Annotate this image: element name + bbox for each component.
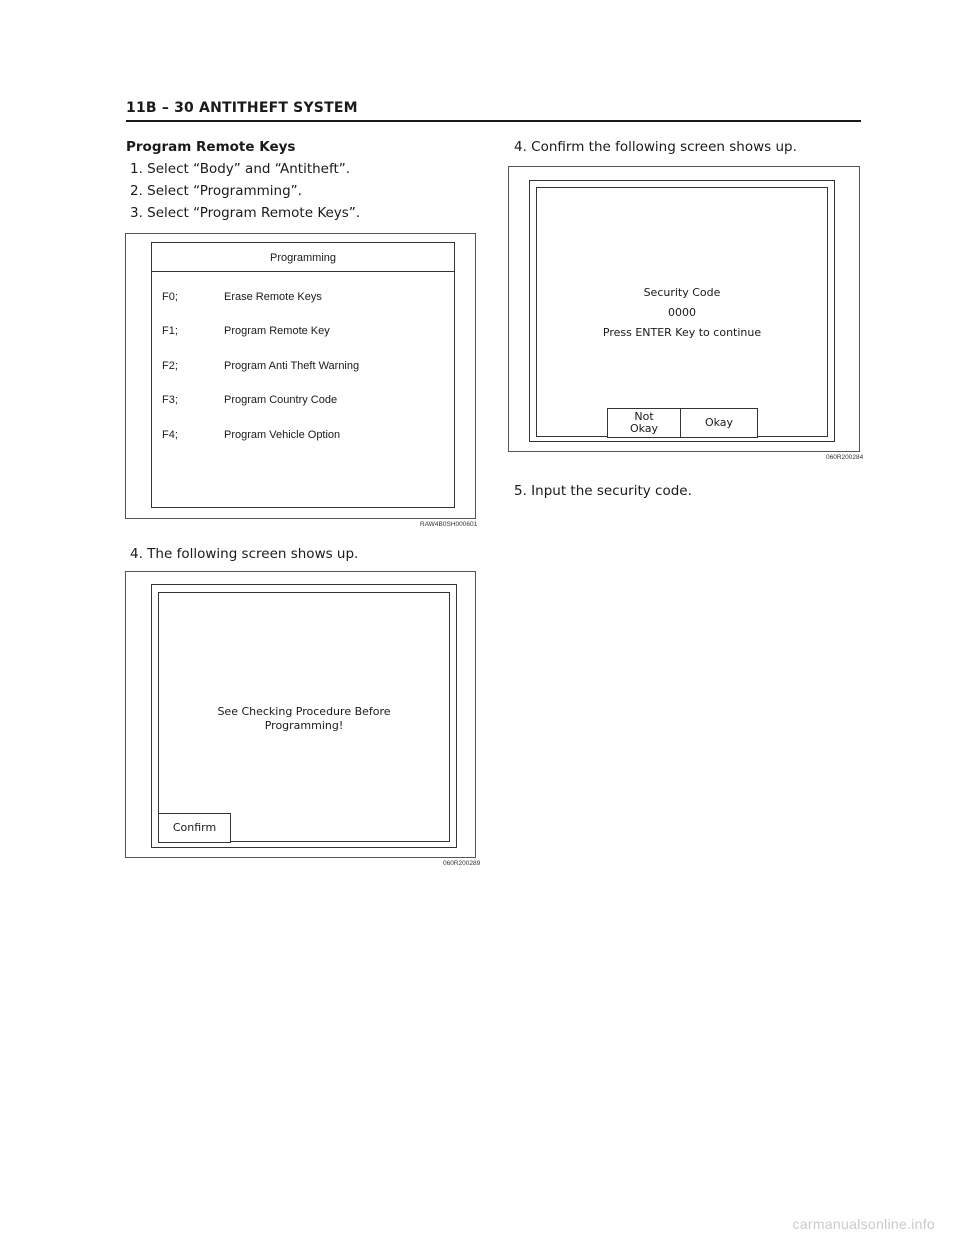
menu-key: F0; (162, 291, 178, 303)
continue-instruction: Press ENTER Key to continue (602, 326, 762, 339)
screen-outer-frame (529, 180, 835, 442)
menu-key: F2; (162, 360, 178, 372)
programming-screen (151, 242, 455, 508)
menu-item-f4[interactable] (152, 429, 454, 445)
page-header: 11B – 30 ANTITHEFT SYSTEM (126, 100, 358, 116)
menu-item-f2[interactable] (152, 360, 454, 376)
menu-key: F3; (162, 394, 178, 406)
not-okay-line-2: Okay (629, 422, 659, 435)
header-rule (126, 120, 861, 122)
security-code-value: 0000 (668, 306, 696, 319)
watermark: carmanualsonline.info (792, 1216, 935, 1232)
step-5-right: 5. Input the security code. (514, 483, 692, 499)
figure-id: 060R200289 (443, 860, 481, 867)
menu-key: F1; (162, 325, 178, 337)
menu-label: Program Remote Key (224, 325, 330, 337)
menu-label: Program Country Code (224, 394, 338, 406)
section-title: Program Remote Keys (126, 139, 296, 155)
figure-programming-menu (125, 233, 476, 519)
step-1: 1. Select “Body” and “Antitheft”. (130, 161, 351, 177)
security-code-label: Security Code (643, 286, 721, 299)
not-okay-button[interactable] (607, 408, 681, 438)
step-2: 2. Select “Programming”. (130, 183, 302, 199)
message-line-2: Programming! (264, 719, 344, 732)
figure-id: 060R200284 (826, 454, 864, 461)
confirm-button[interactable]: Confirm (158, 813, 231, 843)
screen-inner-frame (158, 592, 450, 842)
message-line-1: See Checking Procedure Before (217, 705, 391, 718)
menu-label: Program Vehicle Option (224, 429, 341, 441)
not-okay-line-1: Not (634, 410, 654, 423)
menu-label: Erase Remote Keys (224, 291, 322, 303)
step-3: 3. Select “Program Remote Keys”. (130, 205, 361, 221)
figure-checking-procedure (125, 571, 476, 858)
menu-item-f0[interactable] (152, 291, 454, 307)
screen-inner-frame (536, 187, 828, 437)
menu-title-divider (152, 271, 454, 272)
okay-button[interactable]: Okay (680, 408, 758, 438)
menu-item-f1[interactable] (152, 325, 454, 341)
menu-item-f3[interactable] (152, 394, 454, 410)
screen-outer-frame (151, 584, 457, 848)
menu-key: F4; (162, 429, 178, 441)
figure-id: RAW4B0SH000601 (420, 521, 478, 528)
figure-security-code (508, 166, 860, 452)
step-4-right: 4. Confirm the following screen shows up. (514, 139, 797, 155)
step-4-left: 4. The following screen shows up. (130, 546, 359, 562)
menu-label: Program Anti Theft Warning (224, 360, 360, 372)
menu-title: Programming (269, 252, 337, 264)
